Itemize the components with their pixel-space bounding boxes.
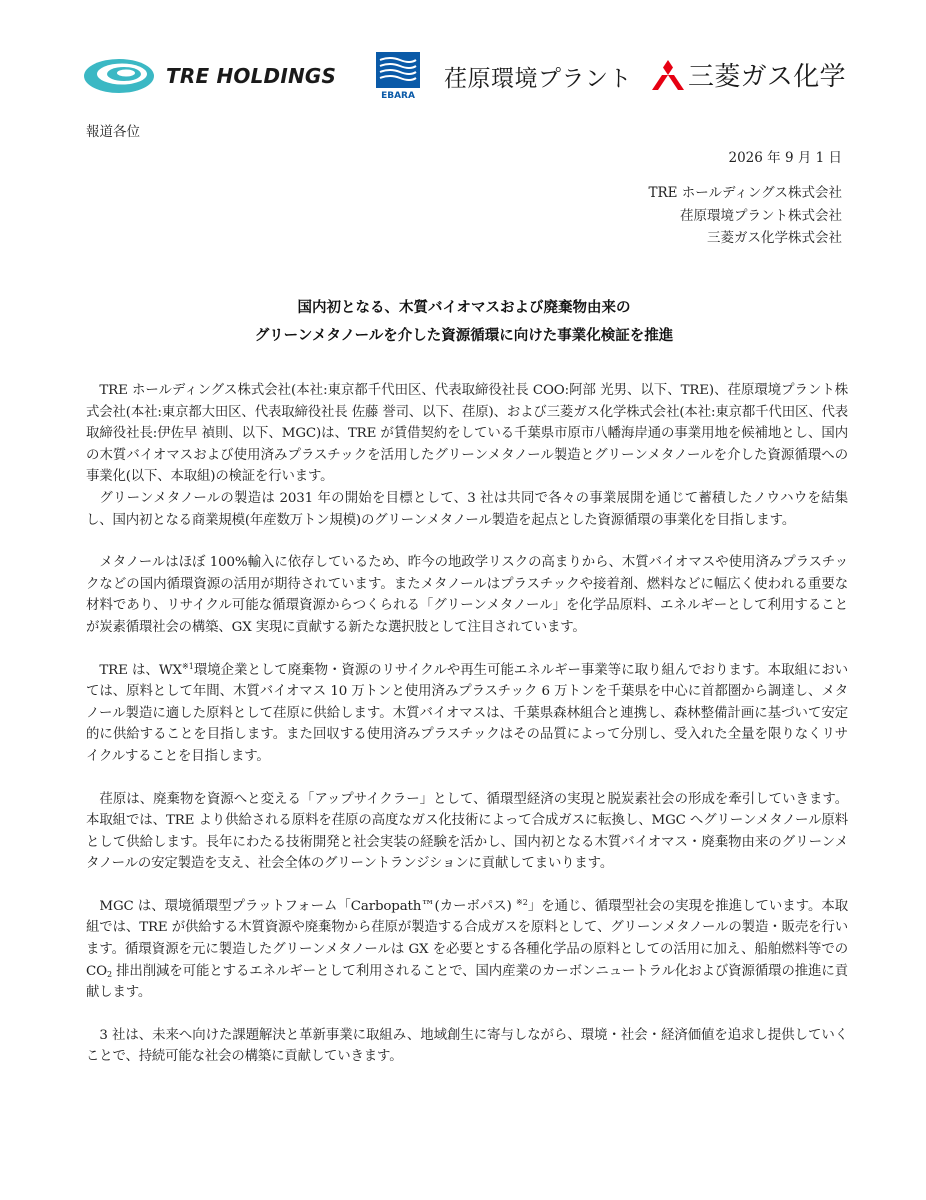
- ebara-mark-text: EBARA: [381, 91, 415, 100]
- paragraph-overview: TRE ホールディングス株式会社(本社:東京都千代田区、代表取締役社長 COO:阿部 光男、以下、TRE)、荏原環境プラント株式会社(本社:東京都大田区、代表取締役社長 佐藤 誉司、以下、荏原)、および三菱ガス化学株式会社(本社:東京都千代田区、代表取締役社長:伊佐早 禎則、以下、MGC)は、TRE が賃借契約をしている千葉県市原市八幡海岸通の事業用地を候補地とし、国内の木質バイオマスおよび使用済みプラスチックを活用したグリーンメタノール製造とグリーンメタノールを介した資源循環への事業化(以下、本取組)の検証を行います。: [86, 383, 848, 485]
- ebara-wave-icon: [374, 52, 422, 100]
- issuer-tre: TRE ホールディングス株式会社: [648, 185, 842, 201]
- issuer-mgc: 三菱ガス化学株式会社: [707, 230, 842, 246]
- paragraph-mgc-role: MGC は、環境循環型プラットフォーム「Carbopath™(カーボパス) $^{※2}$」を通じ、循環型社会の実現を推進しています。本取組では、TRE が供給する木質資源や廃棄物から荏原が製造する合成ガスを原料として、グリーンメタノールの製造・販売を行います。循環資源を元に製造したグリーンメタノールは GX を必要とする各種化学品の原料としての活用に加え、船舶燃料等での $CO_2$ 排出削減を可能とするエネルギーとして利用されることで、国内産業のカーボンニュートラル化および資源循環の推進に貢献します。: [86, 897, 849, 1001]
- paragraph-background: メタノールはほぼ 100%輸入に依存しているため、昨今の地政学リスクの高まりから、木質バイオマスや使用済みプラスチックなどの国内循環資源の活用が期待されています。またメタノールはプラスチックや接着剤、燃料などに幅広く使われる重要な材料であり、リサイクル可能な循環資源からつくられる「グリーンメタノール」を化学品原料、エネルギーとして利用することが炭素循環社会の構築、GX 実現に貢献する新たな選択肢として注目されています。: [86, 555, 848, 635]
- mgc-wordmark: 三菱ガス化学: [688, 62, 846, 92]
- paragraph-tre-role: TRE は、WX$^{※1}$環境企業として廃棄物・資源のリサイクルや再生可能エネルギー事業等に取り組んでおります。本取組においては、原料として年間、木質バイオマス 10 万トンと使用済みプラスチック 6 万トンを千葉県を中心に首都圏から調達し、メタノール製造に適した原料として荏原に供給します。木質バイオマスは、千葉県森林組合と連携し、森林整備計画に基づいて安定的に供給することを目指します。また回収する使用済みプラスチックはその品質によって分別し、受入れた全量を限りなくリサイクルすることを目指します。: [86, 661, 848, 764]
- tre-holdings-wordmark: TRE HOLDINGS: [166, 64, 337, 88]
- paragraph-ebara-role: 荏原は、廃棄物を資源へと変える「アップサイクラー」として、循環型経済の実現と脱炭素社会の形成を牽引していきます。本取組では、TRE より供給される原料を荏原の高度なガス化技術によって合成ガスに転換し、MGC へグリーンメタノール原料として供給します。長年にわたる技術開発と社会実装の経験を活かし、国内初となる木質バイオマス・廃棄物由来のグリーンメタノールの安定製造を支え、社会全体のグリーントランジションに貢献してまいります。: [86, 791, 848, 872]
- title-line-1: 国内初となる、木質バイオマスおよび廃棄物由来の: [297, 300, 631, 316]
- title-line-2: グリーンメタノールを介した資源循環に向けた事業化検証を推進: [254, 328, 674, 344]
- logo-header: [82, 52, 848, 102]
- paragraph-closing: 3 社は、未来へ向けた課題解決と革新事業に取組み、地域創生に寄与しながら、環境・社会・経済価値を追求し提供していくことで、持続可能な社会の構築に貢献していきます。: [86, 1027, 848, 1065]
- addressee: 報道各位: [86, 124, 140, 140]
- footnote-ref-1: ※1: [181, 661, 194, 671]
- footnote-ref-2: ※2: [516, 897, 528, 907]
- paragraph-goal: グリーンメタノールの製造は 2031 年の開始を目標として、3 社は共同で各々の事業展開を通じて蓄積したノウハウを結集し、国内初となる商業規模(年産数万トン規模)のグリーンメタノール製造を起点とした資源循環の事業化を目指します。: [86, 490, 848, 528]
- issuer-list: [648, 182, 842, 250]
- mitsubishi-gas-chemical-logo: [652, 56, 846, 93]
- three-diamonds-icon: [652, 60, 684, 90]
- press-release-body: [86, 380, 848, 1068]
- release-date: 2026 年 9 月 1 日: [728, 150, 842, 166]
- ebara-logo: [374, 52, 632, 100]
- tre-swirl-icon: [82, 56, 156, 96]
- press-release-title: [86, 294, 842, 350]
- tre-holdings-logo: [82, 56, 336, 96]
- issuer-ebara: 荏原環境プラント株式会社: [680, 207, 842, 224]
- ebara-wordmark: 荏原環境プラント: [444, 65, 632, 92]
